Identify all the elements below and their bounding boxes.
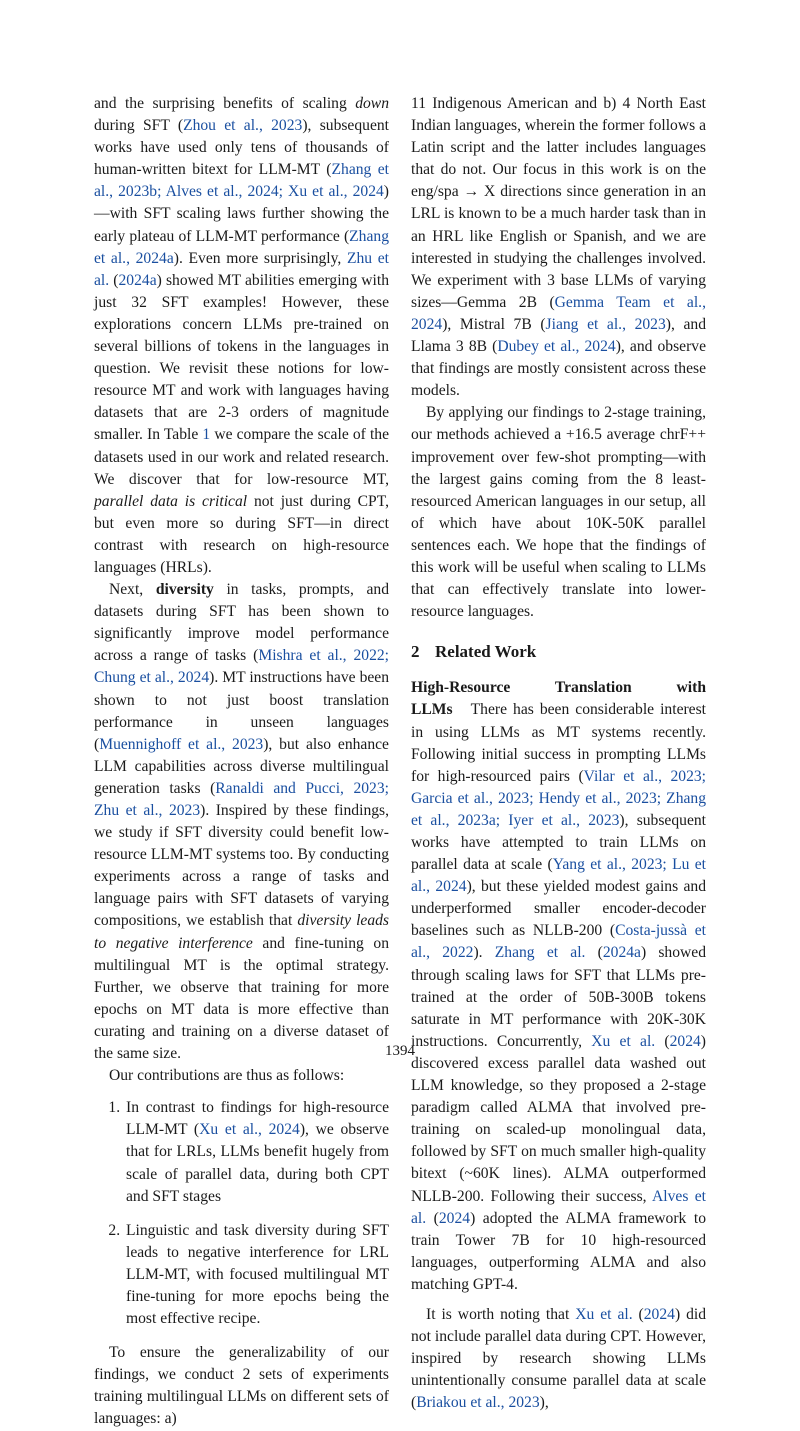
section-number: 2 [411, 642, 420, 662]
citation-link[interactable]: Costa-jussà et al., 2022 [411, 922, 706, 962]
bold-diversity: diversity [155, 581, 214, 599]
citation-link[interactable]: Mishra et al., 2022; Chung et al., 2024 [94, 647, 389, 687]
citation-link[interactable]: Xu et al. [575, 1305, 633, 1323]
citation-link[interactable]: 2024a [602, 944, 641, 962]
contributions-list [94, 1097, 389, 1330]
citation-link[interactable]: 2024a [118, 271, 157, 289]
citation-link[interactable]: Zhang et al., 2024a [94, 227, 389, 267]
paragraph-diversity: Next, diversity in tasks, prompts, and datasets during SFT has been shown to significantly improve model performance across a range of tasks (Mishra et al., 2022; Chung et al., 2024). MT instructions have been shown to not just boost translation performance in unseen languages (Muennighoff et al., 2023), but also enhance LLM capabilities across diverse multilingual generation tasks (Ranaldi and Pucci, 2023; Zhu et al., 2023). Inspired by these findings, we study if SFT diversity could benefit low-resource LLM-MT systems too. By conducting experiments across a range of tasks and language pairs with SFT datasets of varying compositions, we establish that diversity leads to negative interference and fine-tuning on multilingual MT is the optimal strategy. Further, we observe that training for more epochs on MT data is more effective than curating and training on a diverse dataset of the same size. [94, 581, 390, 1063]
citation-link[interactable]: Briakou et al., 2023 [416, 1394, 540, 1412]
citation-link[interactable]: Vilar et al., 2023; Garcia et al., 2023; Hendy et al., 2023; Zhang et al., 2023a; Iyer et al., 2023 [411, 767, 706, 829]
emphasis-negative-interference: diversity leads to negative interference [94, 912, 389, 952]
citation-link[interactable]: Muennighoff et al., 2023 [99, 735, 264, 753]
citation-link[interactable]: 2024 [669, 1032, 701, 1050]
citation-link[interactable]: Yang et al., 2023; Lu et al., 2024 [411, 856, 706, 896]
citation-link[interactable]: Xu et al. [591, 1032, 656, 1050]
citation-link[interactable]: Xu et al., 2024 [199, 1121, 300, 1139]
paragraph-high-resource: High-Resource Translation with LLMs There has been considerable interest in using LLMs as MT systems recently. Following initial success in prompting LLMs for high-resourced pairs (Vilar et al., 2023; Garcia et al., 2023; Hendy et al., 2023; Zhang et al., 2023a; Iyer et al., 2023), subsequent works have attempted to train LLMs on parallel data at scale (Yang et al., 2023; Lu et al., 2024), but these yielded modest gains and underperformed smaller encoder-decoder baselines such as NLLB-200 (Costa-jussà et al., 2022). Zhang et al. (2024a) showed through scaling laws for SFT that LLMs pre-trained at the order of 50B-300B tokens saturate in MT performance with 20K-30K instructions. Concurrently, Xu et al. (2024) discovered excess parallel data washed out LLM knowledge, so they proposed a 2-stage paradigm called ALMA that involved pre-training on scaled-up monolingual data, followed by SFT on much smaller high-quality bitext (~60K lines). ALMA outperformed NLLB-200. Following their success, Alves et al. (2024) adopted the ALMA framework to train Tower 7B for 10 high-resourced languages, outperforming ALMA and also matching GPT-4. [411, 679, 707, 1293]
citation-link[interactable]: Gemma Team et al., 2024 [411, 293, 706, 333]
page-number: 1394 [385, 1043, 415, 1059]
table-reference-link[interactable]: 1 [202, 426, 211, 444]
paragraph-generalizability: To ensure the generalizability of our findings, we conduct 2 sets of experiments training multilingual LLMs on different sets of languages: a) [94, 1344, 389, 1428]
emphasis-down: down [355, 95, 389, 112]
paragraph-findings: By applying our findings to 2-stage training, our methods achieved a +16.5 average chrF++ improvement over few-shot prompting—with the largest gains coming from the 8 least-resourced American languages in our setup, all of which have about 10K-50K parallel sentences each. We hope that the findings of this work will be useful when scaling to LLMs that can effectively translate into lower-resource languages. [411, 404, 706, 621]
paragraph-parallel-cpt: It is worth noting that Xu et al. (2024) did not include parallel data during CPT. However, inspired by research showing LLMs unintentionally consume parallel data at scale (Briakou et al., 2023), [411, 1305, 706, 1412]
citation-link[interactable]: 2024 [643, 1305, 675, 1323]
left-column [94, 93, 389, 1431]
list-item: 1. In contrast to findings for high-resource LLM-MT (Xu et al., 2024), we observe that for LRLs, LLMs benefit hugely from scale of parallel data, during both CPT and SFT stages [124, 1097, 389, 1207]
citation-link[interactable]: Dubey et al., 2024 [497, 338, 616, 356]
section-title: Related Work [435, 642, 537, 662]
citation-link[interactable]: Zhou et al., 2023 [183, 117, 303, 135]
emphasis-parallel-data: parallel data is critical [94, 492, 248, 510]
citation-link[interactable]: Jiang et al., 2023 [545, 315, 666, 333]
citation-link[interactable]: Zhang et al., 2023b; Alves et al., 2024; Xu et al., 2024 [94, 161, 389, 201]
section-heading [411, 641, 706, 663]
right-column [411, 93, 706, 1414]
paragraph-languages: 11 Indigenous American and b) 4 North East Indian languages, wherein the former follows a Latin script and the latter includes languages that do not. Our focus in this work is on the eng/spa → X directions since generation in an LRL is known to be a much harder task than in an HRL like English or Spanish, and we are interested in studying the challenges involved. We experiment with 3 base LLMs of varying sizes—Gemma 2B (Gemma Team et al., 2024), Mistral 7B (Jiang et al., 2023), and Llama 3 8B (Dubey et al., 2024), and observe that findings are mostly consistent across these models. [411, 95, 707, 400]
runin-heading: High-Resource Translation with LLMs [411, 679, 706, 719]
citation-link[interactable]: Zhu et al. [94, 249, 390, 289]
citation-link[interactable]: 2024 [438, 1209, 471, 1227]
paragraph-scaling: and the surprising benefits of scaling down during SFT (Zhou et al., 2023), subsequent works have used only tens of thousands of human-written bitext for LLM-MT (Zhang et al., 2023b; Alves et al., 2024; Xu et al., 2024)—with SFT scaling laws further showing the early plateau of LLM-MT performance (Zhang et al., 2024a). Even more surprisingly, Zhu et al. (2024a) showed MT abilities emerging with just 32 SFT examples! However, these explorations concern LLMs pre-trained on several billions of tokens in the languages in question. We revisit these notions for low-resource MT and work with languages having datasets that are 2-3 orders of magnitude smaller. In Table 1 we compare the scale of the datasets used in our work and related research. We discover that for low-resource MT, parallel data is critical not just during CPT, but even more so during SFT—in direct contrast with research on high-resource languages (HRLs). [94, 95, 390, 576]
citation-link[interactable]: Zhang et al. [494, 944, 586, 962]
citation-link[interactable]: Alves et al. [411, 1187, 706, 1227]
paragraph-contributions-intro: Our contributions are thus as follows: [109, 1067, 345, 1085]
list-item: 2. Linguistic and task diversity during SFT leads to negative interference for LRL LLM-MT, with focused multilingual MT fine-tuning for more epochs being the most effective recipe. [124, 1220, 389, 1330]
citation-link[interactable]: Ranaldi and Pucci, 2023; Zhu et al., 2023 [94, 779, 389, 819]
